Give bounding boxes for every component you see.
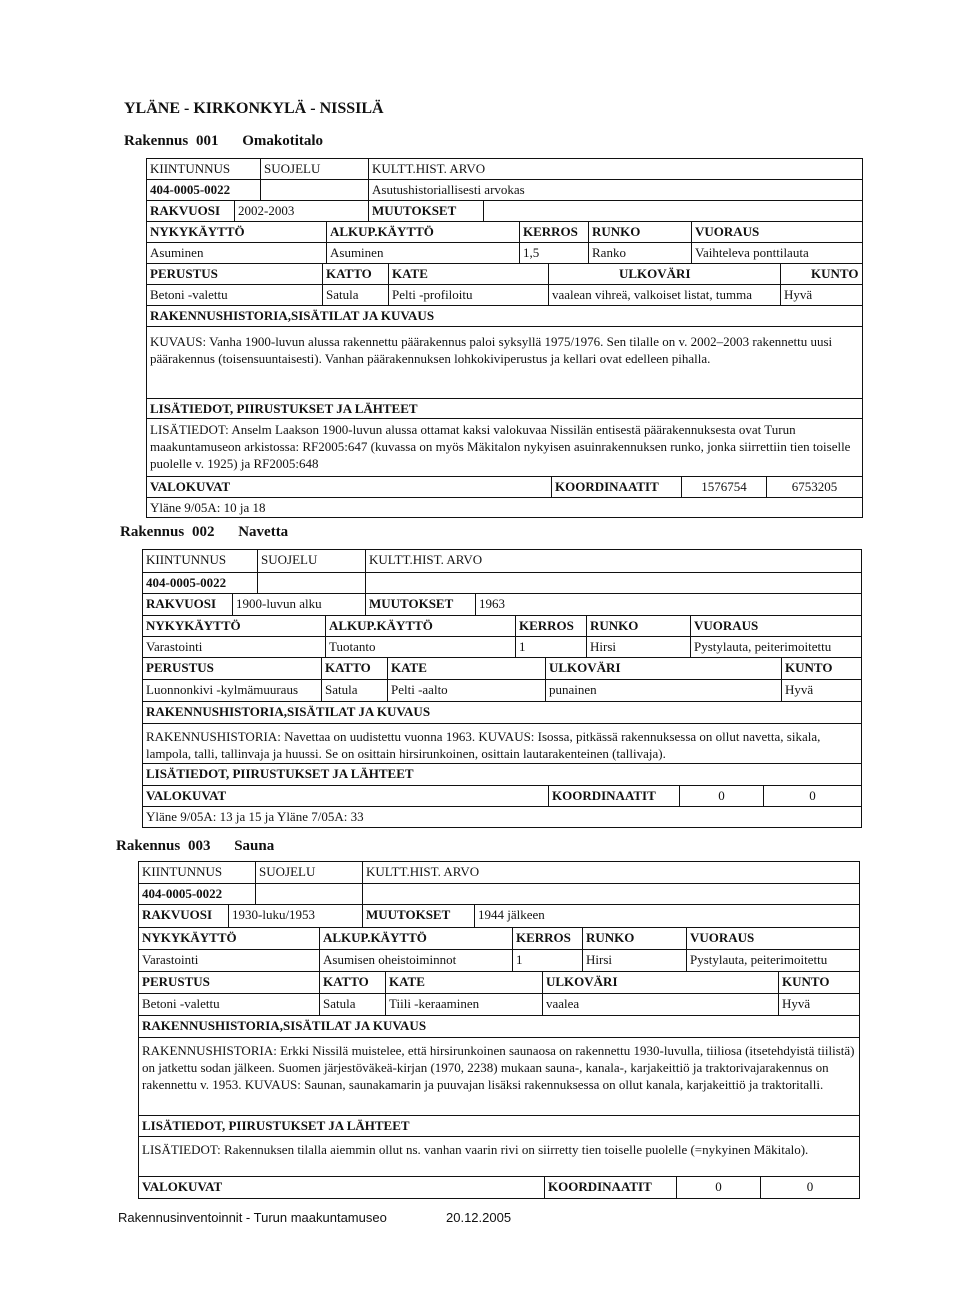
label-vuoraus: VUORAUS [690,930,755,945]
perustus-value: Luonnonkivi -kylmämuuraus [143,680,322,701]
koordinaatti-x: 1576754 [682,477,767,497]
kulttuurihistoriallinen-arvo-value [366,573,666,593]
building-record-003 [138,861,860,1199]
row-rakenne-labels [139,972,859,994]
row-values [143,573,861,594]
label-valokuvat: VALOKUVAT [139,1177,545,1199]
row-rakennushistoria-label [147,306,862,327]
label-koordinaatit: KOORDINAATIT [549,786,680,806]
row-lisatiedot-label [147,399,862,419]
label-ulkovari: ULKOVÄRI [543,972,779,993]
label-katto: KATTO [323,264,389,284]
muutokset-value: 1944 jälkeen [478,907,545,922]
building-name: Omakotitalo [242,133,324,149]
label-nykykaytto: NYKYKÄYTTÖ [139,928,320,949]
label-ulkovari: ULKOVÄRI [549,264,781,284]
footer-organization: Rakennusinventoinnit - Turun maakuntamuseo [118,1210,387,1225]
page-title: YLÄNE - KIRKONKYLÄ - NISSILÄ [124,100,384,117]
label-kerros: KERROS [516,616,587,636]
row-kaytto-labels [143,616,861,637]
valokuvat-value: Yläne 9/05A: 10 ja 18 [150,500,266,515]
label-rakennusvuosi: RAKVUOSI [147,201,235,221]
kerros-value: 1,5 [520,243,589,263]
building-heading [116,838,274,855]
row-valokuvat [147,498,862,518]
nykykaytto-value: Varastointi [143,637,326,657]
row-rakenne-values [139,994,859,1016]
building-heading [124,133,323,150]
katto-value: Satula [320,994,386,1015]
label-rakennusvuosi: RAKVUOSI [139,905,229,927]
row-lisatiedot [147,419,862,477]
koordinaatti-x: 0 [677,1177,761,1199]
label-kerros: KERROS [520,222,589,242]
runko-value: Hirsi [587,637,691,657]
label-rakennushistoria: RAKENNUSHISTORIA,SISÄTILAT JA KUVAUS [142,1018,427,1033]
building-number: 002 [191,524,215,540]
label-perustus: PERUSTUS [139,972,320,993]
kiinteistotunnus-value: 404-0005-0022 [139,884,256,904]
valokuvat-value: Yläne 9/05A: 13 ja 15 ja Yläne 7/05A: 33 [146,809,364,824]
vuoraus-value: Pystylauta, peiterimoitettu [694,639,832,654]
building-heading [120,524,288,541]
label-kate: KATE [388,658,546,679]
kunto-value: Hyvä [785,682,814,697]
alkuperainen-kaytto-value: Asuminen [327,243,520,263]
katto-value: Satula [323,285,389,305]
label-suojelu: SUOJELU [256,862,363,883]
row-values [139,884,859,905]
building-record-002 [142,549,862,828]
building-label: Rakennus [124,133,189,149]
label-muutokset: MUUTOKSET [366,594,476,615]
label-kunto: KUNTO [811,266,859,281]
label-kerros: KERROS [513,928,583,949]
suojelu-value [261,180,369,200]
label-vuoraus: VUORAUS [695,224,760,239]
row-rakennusvuosi [139,905,859,928]
row-kaytto-values [139,950,859,972]
label-ulkovari: ULKOVÄRI [546,658,782,679]
footer-date: 20.12.2005 [446,1210,512,1225]
label-kiinteistotunnus: KIINTUNNUS [139,862,256,883]
nykykaytto-value: Varastointi [139,950,320,971]
row-valokuvat-koordinaatit [143,786,861,807]
lisatiedot-text: LISÄTIEDOT: Anselm Laakson 1900-luvun alussa ottamat kaksi valokuvaa Nissilän entisestä päärakennuksesta ovat Turun maakuntamuseon arkistossa: RF2005:647 (kuvassa on myös Mäkitalon nykyisen asuinrakennuksen runko, jonka siirrettiin tien toiselle puolelle v. 1925) ja RF2005:648 [150,422,851,471]
kuvaus-text: RAKENNUSHISTORIA: Erkki Nissilä muistelee, että hirsirunkoinen saunaosa on rakennettu 1930-luvulla, tiiliosa (itsetehdyistä tiilistä) on jatkettu sodan jälkeen. Suomen järjestöväkeä-kirjan (1970, 2238) mukaan sauna-, kanala-, karjakeittiö ja traktorivajarakennus on rakennettu v. 1953. KUVAUS: Saunan, saunakamarin ja puuvajan lisäksi rakennuksessa on ollut kanala, karjakeittiö ja traktoritalli. [142,1043,855,1092]
building-label: Rakennus [116,838,181,854]
label-muutokset: MUUTOKSET [363,905,475,927]
lisatiedot-text: LISÄTIEDOT: Rakennuksen tilalla aiemmin ollut ns. vanhan vaarin rivi on siirretty tien toiselle puolelle (=nykyinen Mäkitalo). [142,1142,809,1157]
row-kuvaus [143,724,861,764]
rakennusvuosi-value: 2002-2003 [235,201,369,221]
kulttuurihistoriallinen-arvo-value: Asutushistoriallisesti arvokas [372,182,525,197]
row-kuvaus [147,327,862,399]
label-lisatiedot: LISÄTIEDOT, PIIRUSTUKSET JA LÄHTEET [150,401,418,416]
row-kuvaus [139,1038,859,1116]
kerros-value: 1 [516,637,587,657]
label-runko: RUNKO [583,928,687,949]
label-kunto: KUNTO [785,660,833,675]
runko-value: Ranko [589,243,692,263]
label-valokuvat: VALOKUVAT [143,786,549,806]
koordinaatti-y: 6753205 [791,479,838,494]
label-perustus: PERUSTUS [147,264,323,284]
katto-value: Satula [322,680,388,701]
kiinteistotunnus-value: 404-0005-0022 [147,180,261,200]
rakennusvuosi-value: 1930-luku/1953 [229,905,363,927]
row-valokuvat [143,807,861,827]
label-koordinaatit: KOORDINAATIT [552,477,682,497]
row-kaytto-values [143,637,861,658]
label-koordinaatit: KOORDINAATIT [545,1177,677,1199]
row-rakenne-labels [143,658,861,680]
kerros-value: 1 [513,950,583,971]
building-label: Rakennus [120,524,185,540]
label-kulttuurihistoriallinen-arvo: KULTT.HIST. ARVO [369,552,483,567]
label-muutokset: MUUTOKSET [369,201,484,221]
row-header [147,159,862,180]
kunto-value: Hyvä [784,287,813,302]
suojelu-value [258,573,366,593]
row-header [143,550,861,573]
label-kulttuurihistoriallinen-arvo: KULTT.HIST. ARVO [366,864,480,879]
row-lisatiedot-label [139,1116,859,1137]
label-lisatiedot: LISÄTIEDOT, PIIRUSTUKSET JA LÄHTEET [146,766,414,781]
perustus-value: Betoni -valettu [139,994,320,1015]
label-runko: RUNKO [589,222,692,242]
label-alkuperainen-kaytto: ALKUP.KÄYTTÖ [326,616,516,636]
ulkovari-value: vaalean vihreä, valkoiset listat, tumma [549,285,781,305]
label-kate: KATE [386,972,543,993]
row-rakennushistoria-label [143,702,861,724]
row-kaytto-labels [139,928,859,950]
label-suojelu: SUOJELU [258,550,366,572]
koordinaatti-y: 0 [806,1179,814,1194]
label-alkuperainen-kaytto: ALKUP.KÄYTTÖ [320,928,513,949]
suojelu-value [256,884,363,904]
row-kaytto-labels [147,222,862,243]
label-suojelu: SUOJELU [261,159,369,179]
label-kunto: KUNTO [782,974,830,989]
alkuperainen-kaytto-value: Tuotanto [326,637,516,657]
label-kate: KATE [389,264,549,284]
label-nykykaytto: NYKYKÄYTTÖ [147,222,327,242]
muutokset-value: 1963 [479,596,505,611]
label-vuoraus: VUORAUS [694,618,759,633]
kiinteistotunnus-value: 404-0005-0022 [143,573,258,593]
building-record-001 [146,158,863,518]
row-valokuvat-koordinaatit [139,1177,859,1199]
row-rakennusvuosi [143,594,861,616]
label-kiinteistotunnus: KIINTUNNUS [143,550,258,572]
label-rakennushistoria: RAKENNUSHISTORIA,SISÄTILAT JA KUVAUS [146,704,431,719]
building-name: Sauna [234,838,275,854]
kate-value: Tiili -keraaminen [386,994,543,1015]
vuoraus-value: Pystylauta, peiterimoitettu [690,952,828,967]
row-valokuvat-koordinaatit [147,477,862,498]
alkuperainen-kaytto-value: Asumisen oheistoiminnot [320,950,513,971]
runko-value: Hirsi [583,950,687,971]
kate-value: Pelti -aalto [388,680,546,701]
label-katto: KATTO [322,658,388,679]
muutokset-value [484,201,684,221]
kulttuurihistoriallinen-arvo-value [363,884,663,904]
row-rakenne-values [143,680,861,702]
label-kulttuurihistoriallinen-arvo: KULTT.HIST. ARVO [372,161,486,176]
label-katto: KATTO [320,972,386,993]
label-kiinteistotunnus: KIINTUNNUS [147,159,261,179]
row-header [139,862,859,884]
label-rakennusvuosi: RAKVUOSI [143,594,233,615]
row-lisatiedot-label [143,764,861,786]
vuoraus-value: Vaihteleva ponttilauta [695,245,809,260]
label-valokuvat: VALOKUVAT [147,477,552,497]
koordinaatti-y: 0 [809,788,816,803]
label-nykykaytto: NYKYKÄYTTÖ [143,616,326,636]
building-number: 003 [187,838,211,854]
koordinaatti-x: 0 [680,786,764,806]
perustus-value: Betoni -valettu [147,285,323,305]
label-perustus: PERUSTUS [143,658,322,679]
rakennusvuosi-value: 1900-luvun alku [233,594,366,615]
row-rakennusvuosi [147,201,862,222]
label-lisatiedot: LISÄTIEDOT, PIIRUSTUKSET JA LÄHTEET [142,1118,410,1133]
row-rakennushistoria-label [139,1016,859,1038]
kuvaus-text: RAKENNUSHISTORIA: Navettaa on uudistettu vuonna 1963. KUVAUS: Isossa, pitkässä rakennuksessa on ollut navetta, sikala, lampola, talli, tallinvaja ja huussi. Se on osittain hirsirunkoinen, osittain lautarakenteinen (tallivaja). [146,729,821,761]
label-runko: RUNKO [587,616,691,636]
kunto-value: Hyvä [782,996,811,1011]
row-kaytto-values [147,243,862,264]
label-alkuperainen-kaytto: ALKUP.KÄYTTÖ [327,222,520,242]
ulkovari-value: punainen [546,680,782,701]
kuvaus-text: KUVAUS: Vanha 1900-luvun alussa rakennettu päärakennus paloi syksyllä 1975/1976. Sen tilalle on v. 2002–2003 rakennettu uusi päärakennus (toisensuuntaisesti). Vanhan päärakennuksen lohkokiviperustus ja kellari ovat edelleen pihalla. [150,334,833,366]
building-name: Navetta [238,524,289,540]
building-number: 001 [195,133,219,149]
kate-value: Pelti -profiloitu [389,285,549,305]
row-rakenne-labels [147,264,862,285]
nykykaytto-value: Asuminen [147,243,327,263]
row-values [147,180,862,201]
row-lisatiedot [139,1137,859,1177]
row-rakenne-values [147,285,862,306]
ulkovari-value: vaalea [543,994,779,1015]
label-rakennushistoria: RAKENNUSHISTORIA,SISÄTILAT JA KUVAUS [150,308,435,323]
